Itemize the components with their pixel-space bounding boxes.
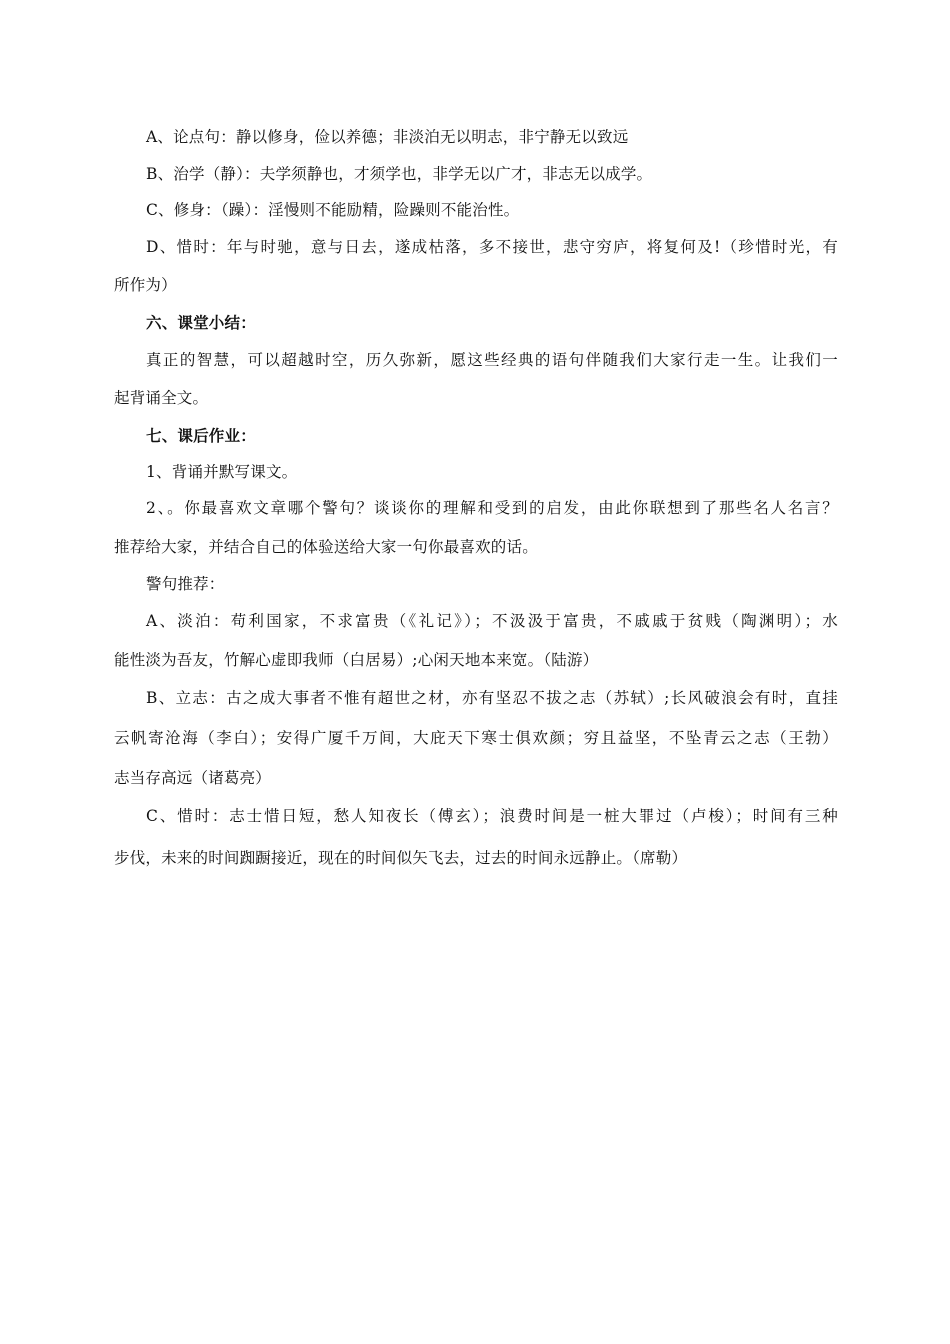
point-b-study: B、治学（静）：夫学须静也，才须学也，非学无以广才，非志无以成学。 xyxy=(146,165,653,183)
quote-c-line-1: C、惜时：志士惜日短，愁人知夜长（傅玄）；浪费时间是一桩大罪过（卢梭）；时间有三种 xyxy=(146,807,838,825)
quote-c-line-2: 步伐，未来的时间踟蹰接近，现在的时间似矢飞去，过去的时间永远静止。（席勒） xyxy=(114,849,688,867)
quote-b-line-2: 云帆寄沧海（李白）；安得广厦千万间，大庇天下寒士俱欢颜；穷且益坚，不坠青云之志（王勃） xyxy=(114,729,838,747)
quote-a-line-1: A、淡泊：苟利国家，不求富贵（《礼记》）；不汲汲于富贵，不戚戚于贫贱（陶渊明）；水 xyxy=(146,612,838,630)
summary-line-1: 真正的智慧，可以超越时空，历久弥新，愿这些经典的语句伴随我们大家行走一生。让我们一 xyxy=(146,351,838,369)
section-seven-heading: 七、课后作业： xyxy=(146,426,256,445)
summary-line-2: 起背诵全文。 xyxy=(114,389,209,407)
homework-item-1: 1、背诵并默写课文。 xyxy=(146,463,298,481)
point-a-thesis: A、论点句：静以修身，俭以养德；非淡泊无以明志，非宁静无以致远 xyxy=(146,128,629,146)
quotes-heading: 警句推荐： xyxy=(146,575,225,593)
section-six-heading: 六、课堂小结： xyxy=(146,313,256,332)
point-c-cultivation: C、修身：（躁）：淫慢则不能励精，险躁则不能治性。 xyxy=(146,201,520,219)
homework-item-2-line-2: 推荐给大家，并结合自己的体验送给大家一句你最喜欢的话。 xyxy=(114,538,538,556)
homework-item-2-line-1: 2、。你最喜欢文章哪个警句？谈谈你的理解和受到的启发，由此你联想到了那些名人名言？ xyxy=(146,499,838,517)
point-d-time-line-2: 所作为） xyxy=(114,276,177,294)
point-d-time-line-1: D、惜时：年与时驰，意与日去，遂成枯落，多不接世，悲守穷庐，将复何及!（珍惜时光，有 xyxy=(146,238,838,256)
quote-b-line-1: B、立志：古之成大事者不惟有超世之材，亦有坚忍不拔之志（苏轼）;长风破浪会有时，直挂 xyxy=(146,689,838,707)
quote-b-line-3: 志当存高远（诸葛亮） xyxy=(114,769,272,787)
quote-a-line-2: 能性淡为吾友，竹解心虚即我师（白居易）;心闲天地本来宽。（陆游） xyxy=(114,651,599,669)
